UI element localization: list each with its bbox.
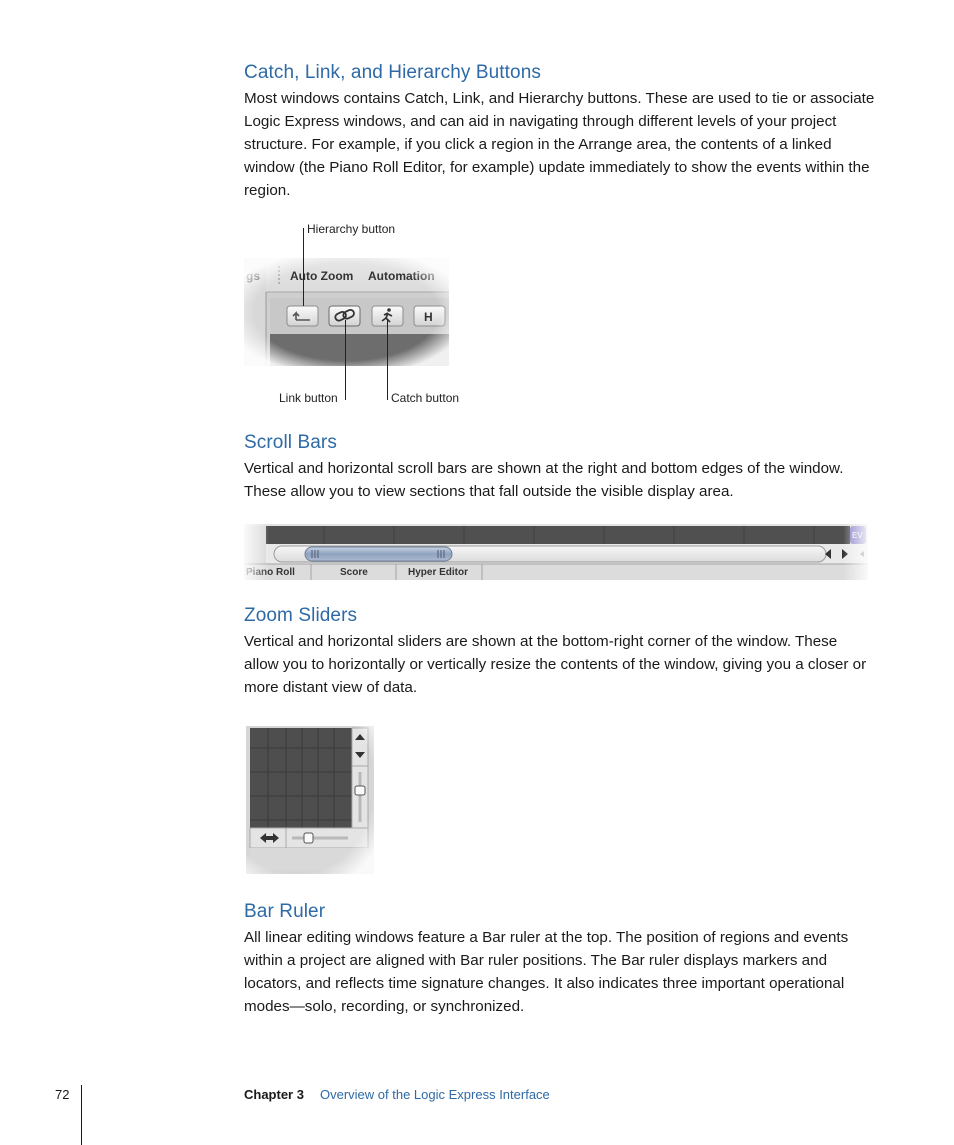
- figure-zoom-sliders: [246, 726, 374, 874]
- hierarchy-leader-line: [303, 228, 304, 306]
- link-button-callout: Link button: [279, 391, 338, 405]
- page-number: 72: [55, 1087, 70, 1102]
- figure-scroll-bar: [244, 524, 868, 580]
- section-body-bar-ruler: All linear editing windows feature a Bar ruler at the top. The position of regions and events within a project are aligned with Bar ruler positions. The Bar ruler displays markers and locators, and reflects time signature changes. It also indicates three important operational modes—solo, recording, or synchronized.: [244, 929, 849, 1015]
- section-body-scroll-bars: Vertical and horizontal scroll bars are shown at the right and bottom edges of the window. These allow you to view sections that fall outside the visible display area.: [244, 460, 844, 500]
- section-body-zoom-sliders: Vertical and horizontal sliders are shown at the bottom-right corner of the window. These allow you to horizontally or vertically resize the contents of the window, giving you a closer or more distant view of data.: [244, 633, 867, 696]
- section-heading-scroll-bars: Scroll Bars: [244, 432, 337, 453]
- section-heading-zoom-sliders: Zoom Sliders: [244, 605, 358, 626]
- footer-divider: [81, 1085, 82, 1145]
- section-body-catch-link-hierarchy: Most windows contains Catch, Link, and Hierarchy buttons. These are used to tie or associate Logic Express windows, and can aid in navigating through different levels of your project structure. For example, if you click a region in the Arrange area, the contents of a linked window (the Piano Roll Editor, for example) update immediately to show the events within the region.: [244, 90, 875, 199]
- footer-chapter: Chapter 3: [244, 1087, 304, 1102]
- section-heading-bar-ruler: Bar Ruler: [244, 901, 326, 922]
- catch-leader-line: [387, 320, 388, 400]
- link-leader-line: [345, 320, 346, 400]
- footer-chapter-title[interactable]: Overview of the Logic Express Interface: [320, 1087, 550, 1102]
- section-heading-catch-link-hierarchy: Catch, Link, and Hierarchy Buttons: [244, 62, 541, 83]
- catch-button-callout: Catch button: [391, 391, 460, 405]
- hierarchy-button-callout: Hierarchy button: [307, 222, 396, 236]
- figure-link-buttons: [244, 258, 449, 366]
